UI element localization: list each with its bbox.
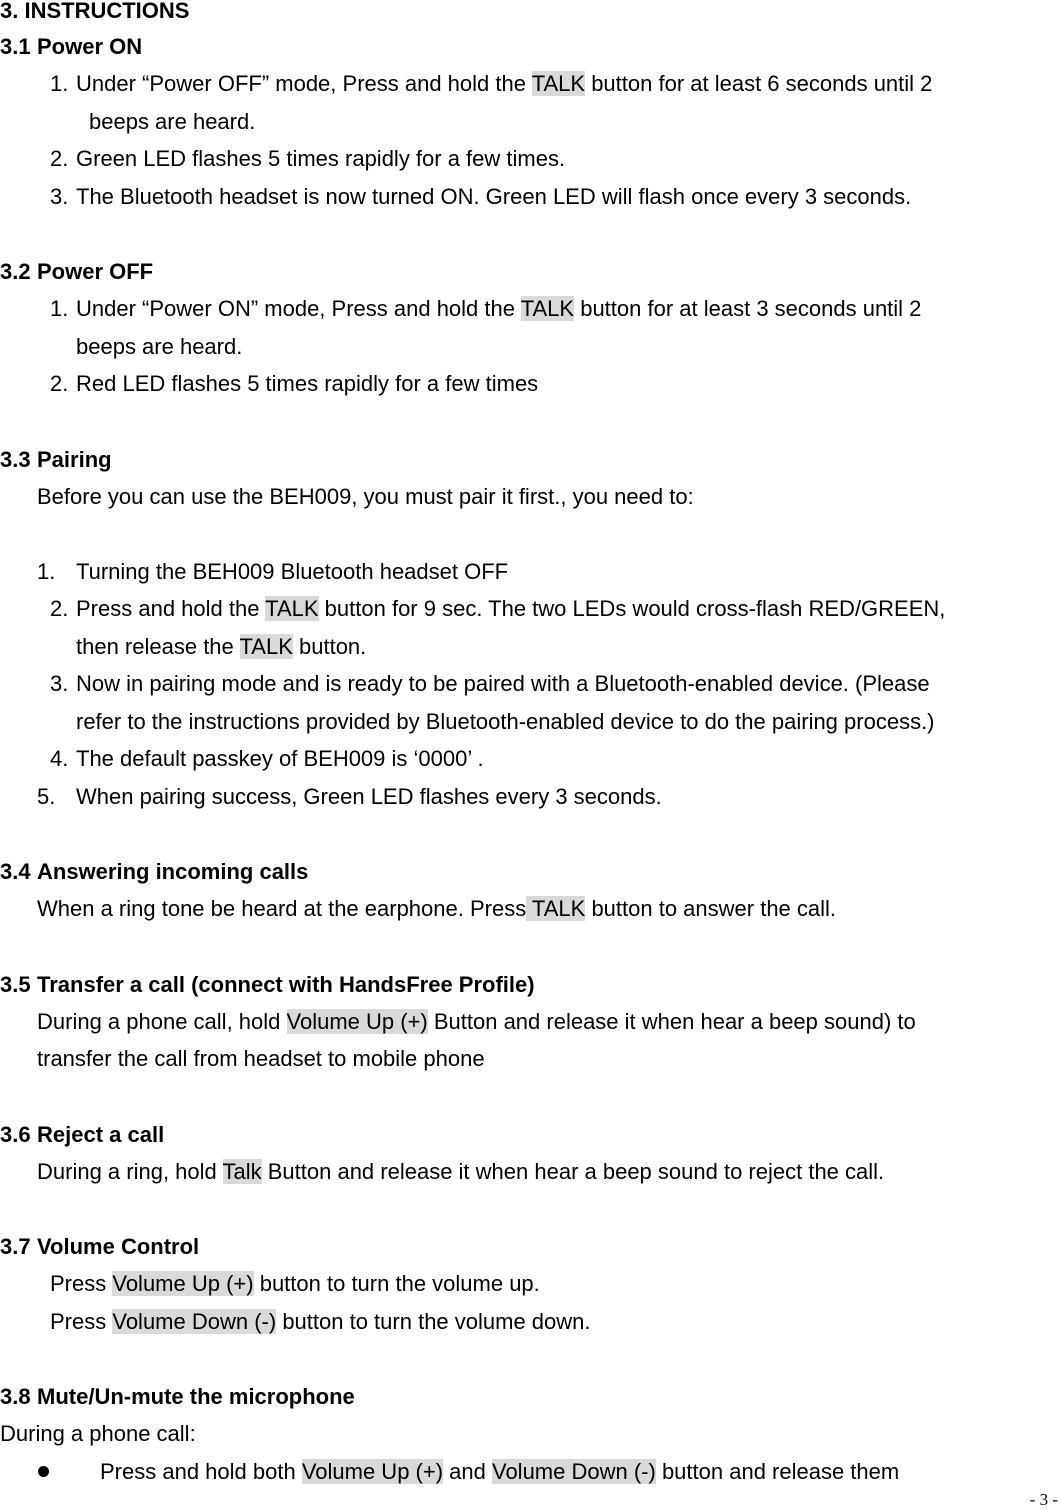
heading-3-5-title: Transfer a call (connect with HandsFree Profile) bbox=[37, 972, 535, 997]
step-text: Now in pairing mode and is ready to be paired with a Bluetooth-enabled device. (Please bbox=[76, 671, 930, 696]
heading-3-3-number: 3.3 bbox=[0, 447, 31, 472]
step-text-continued: then release the TALK button. bbox=[76, 634, 367, 659]
step-text: Red LED flashes 5 times rapidly for a few times bbox=[76, 371, 539, 396]
step-text-continued: beeps are heard. bbox=[76, 334, 243, 359]
step-number: 1. bbox=[37, 559, 56, 584]
heading-3-7-number: 3.7 bbox=[0, 1234, 31, 1259]
step-text: Turning the BEH009 Bluetooth headset OFF bbox=[76, 559, 509, 584]
paragraph: During a phone call: bbox=[0, 1421, 196, 1446]
talk-button-ref: TALK bbox=[239, 634, 293, 659]
paragraph: Press Volume Up (+) button to turn the volume up. bbox=[50, 1271, 540, 1296]
heading-3-1-number: 3.1 bbox=[0, 34, 31, 59]
step-number: 1. bbox=[50, 296, 69, 321]
page-number: - 3 - bbox=[1029, 1490, 1058, 1509]
volume-up-button-ref: Volume Up (+) bbox=[112, 1271, 254, 1296]
heading-3-2-number: 3.2 bbox=[0, 259, 31, 284]
step-number: 2. bbox=[50, 371, 69, 396]
heading-3-1-title: Power ON bbox=[37, 34, 143, 59]
paragraph: Press Volume Down (-) button to turn the volume down. bbox=[50, 1309, 591, 1334]
paragraph: During a phone call, hold Volume Up (+) Button and release it when hear a beep sound) to bbox=[37, 1009, 916, 1034]
step-number: 2. bbox=[50, 596, 69, 621]
step-text: Green LED flashes 5 times rapidly for a few times. bbox=[76, 146, 566, 171]
heading-3-8-title: Mute/Un-mute the microphone bbox=[37, 1384, 355, 1409]
step-number: 3. bbox=[50, 184, 69, 209]
step-text: Press and hold the TALK button for 9 sec. The two LEDs would cross-flash RED/GREEN, bbox=[76, 596, 946, 621]
step-number: 2. bbox=[50, 146, 69, 171]
talk-button-ref: TALK bbox=[526, 896, 586, 921]
paragraph: Before you can use the BEH009, you must pair it first., you need to: bbox=[37, 484, 694, 509]
talk-button-ref: Talk bbox=[222, 1159, 262, 1184]
talk-button-ref: TALK bbox=[265, 596, 319, 621]
heading-3-6-title: Reject a call bbox=[37, 1122, 165, 1147]
step-number: 3. bbox=[50, 671, 69, 696]
step-number: 5. bbox=[37, 784, 56, 809]
talk-button-ref: TALK bbox=[520, 296, 575, 321]
heading-3-6-number: 3.6 bbox=[0, 1122, 31, 1147]
step-text: Under “Power ON” mode, Press and hold the TALK button for at least 3 seconds until 2 bbox=[76, 296, 922, 321]
step-text-continued: refer to the instructions provided by Bluetooth-enabled device to do the pairing process.) bbox=[76, 709, 935, 734]
step-text: The default passkey of BEH009 is ‘0000’ . bbox=[76, 746, 484, 771]
heading-3-3-title: Pairing bbox=[37, 447, 112, 472]
step-text: The Bluetooth headset is now turned ON. Green LED will flash once every 3 seconds. bbox=[76, 184, 912, 209]
volume-down-button-ref: Volume Down (-) bbox=[491, 1459, 656, 1484]
step-number: 1. bbox=[50, 71, 69, 96]
bullet-icon bbox=[38, 1466, 49, 1477]
step-text: When pairing success, Green LED flashes every 3 seconds. bbox=[76, 784, 662, 809]
bullet-text: Press and hold both Volume Up (+) and Volume Down (-) button and release them bbox=[100, 1459, 900, 1484]
heading-3-8-number: 3.8 bbox=[0, 1384, 31, 1409]
paragraph-continued: transfer the call from headset to mobile phone bbox=[37, 1046, 485, 1071]
heading-3-5-number: 3.5 bbox=[0, 972, 31, 997]
heading-3-2-title: Power OFF bbox=[37, 259, 154, 284]
section-title: 3. INSTRUCTIONS bbox=[0, 0, 190, 23]
heading-3-7-title: Volume Control bbox=[37, 1234, 200, 1259]
step-number: 4. bbox=[50, 746, 69, 771]
paragraph: When a ring tone be heard at the earphone. Press TALK button to answer the call. bbox=[37, 896, 837, 921]
talk-button-ref: TALK bbox=[531, 71, 586, 96]
volume-up-button-ref: Volume Up (+) bbox=[301, 1459, 444, 1484]
heading-3-4-title: Answering incoming calls bbox=[37, 859, 309, 884]
paragraph: During a ring, hold Talk Button and release it when hear a beep sound to reject the call. bbox=[37, 1159, 885, 1184]
step-text-continued: beeps are heard. bbox=[89, 109, 256, 134]
heading-3-4-number: 3.4 bbox=[0, 859, 31, 884]
volume-down-button-ref: Volume Down (-) bbox=[112, 1309, 277, 1334]
step-text: Under “Power OFF” mode, Press and hold the TALK button for at least 6 seconds until 2 bbox=[76, 71, 933, 96]
volume-up-button-ref: Volume Up (+) bbox=[286, 1009, 428, 1034]
